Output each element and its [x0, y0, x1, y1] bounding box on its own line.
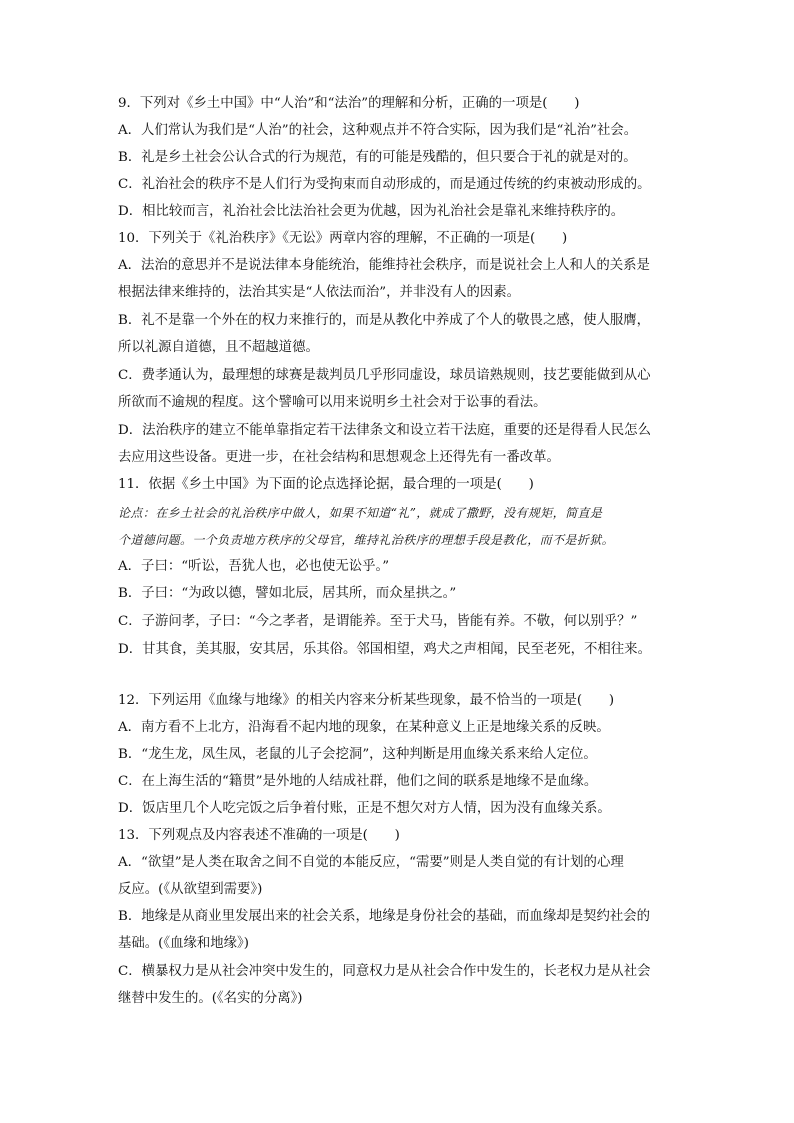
- question-13-stem: 13．下列观点及内容表述不准确的一项是( ): [118, 828, 400, 843]
- question-10-option-c-cont: 所欲而不逾规的程度。这个譬喻可以用来说明乡土社会对于讼事的看法。: [118, 395, 547, 410]
- question-10-option-c: C．费孝通认为，最理想的球赛是裁判员几乎形同虚设，球员谙熟规则，技艺要能做到从心: [118, 368, 651, 383]
- question-11-argument-line-1: 论点：在乡土社会的礼治秩序中做人，如果不知道“礼”，就成了撒野，没有规矩，简直是: [118, 506, 603, 520]
- question-11-option-c: C．子游问孝，子曰：“今之孝者，是谓能养。至于犬马，皆能有养。不敬，何以别乎？”: [118, 614, 638, 629]
- question-9-option-a: A．人们常认为我们是“人治”的社会，这种观点并不符合实际，因为我们是“礼治”社会。: [118, 123, 638, 138]
- question-10-option-a: A．法治的意思并不是说法律本身能统治，能维持社会秩序，而是说社会上人和人的关系是: [118, 258, 650, 273]
- question-13-option-a: A．“欲望”是人类在取舍之间不自觉的本能反应，“需要”则是人类自觉的有计划的心理: [118, 855, 624, 870]
- question-9-option-c: C．礼治社会的秩序不是人们行为受拘束而自动形成的，而是通过传统的约束被动形成的。: [118, 177, 651, 192]
- question-11-option-d: D．甘其食，美其服，安其居，乐其俗。邻国相望，鸡犬之声相闻，民至老死，不相往来。: [118, 642, 651, 657]
- question-10-option-b-cont: 所以礼源自道德，且不超越道德。: [118, 340, 319, 355]
- question-11-option-a: A．子曰：“听讼，吾犹人也，必也使无讼乎。”: [118, 559, 390, 574]
- question-13-option-b: B．地缘是从商业里发展出来的社会关系，地缘是身份社会的基础，而血缘却是契约社会的: [118, 909, 651, 924]
- question-13-option-a-cont: 反应。(《从欲望到需要》): [118, 882, 263, 897]
- question-10-stem: 10．下列关于《礼治秩序》《无讼》两章内容的理解，不正确的一项是( ): [118, 231, 568, 246]
- question-10-option-a-cont: 根据法律来维持的，法治其实是“人依法而治”，并非没有人的因素。: [118, 285, 521, 300]
- question-13-option-c: C．横暴权力是从社会冲突中发生的，同意权力是从社会合作中发生的，长老权力是从社会: [118, 964, 651, 979]
- question-9-option-d: D．相比较而言，礼治社会比法治社会更为优越，因为礼治社会是靠礼来维持秩序的。: [118, 204, 625, 219]
- question-12-option-b: B．“龙生龙，凤生凤，老鼠的儿子会挖洞”，这种判断是用血缘关系来给人定位。: [118, 747, 597, 762]
- question-9-stem: 9．下列对《乡土中国》中“人治”和“法治”的理解和分析，正确的一项是( ): [118, 96, 580, 111]
- question-11-option-b: B．子曰：“为政以德，譬如北辰，居其所，而众星拱之。”: [118, 586, 457, 601]
- question-11-argument-line-2: 个道德问题。一个负责地方秩序的父母官，维持礼治秩序的理想手段是教化，而不是折狱。: [118, 533, 615, 547]
- question-9-option-b: B．礼是乡土社会公认合式的行为规范，有的可能是残酷的，但只要合于礼的就是对的。: [118, 150, 637, 165]
- question-13-option-b-cont: 基础。(《血缘和地缘》): [118, 936, 249, 951]
- question-12-option-d: D．饭店里几个人吃完饭之后争着付账，正是不想欠对方人情，因为没有血缘关系。: [118, 801, 611, 816]
- question-12-option-c: C．在上海生活的“籍贯”是外地的人结成社群，他们之间的联系是地缘不是血缘。: [118, 774, 598, 789]
- question-12-stem: 12．下列运用《血缘与地缘》的相关内容来分析某些现象，最不恰当的一项是( ): [118, 693, 615, 708]
- question-10-option-d: D．法治秩序的建立不能单靠指定若干法律条文和设立若干法庭，重要的还是得看人民怎么: [118, 423, 651, 438]
- question-11-stem: 11．依据《乡土中国》为下面的论点选择论据，最合理的一项是( ): [118, 477, 534, 492]
- question-13-option-c-cont: 继替中发生的。(《名实的分离》): [118, 991, 303, 1006]
- question-12-option-a: A．南方看不上北方，沿海看不起内地的现象，在某种意义上正是地缘关系的反映。: [118, 720, 610, 735]
- question-10-option-b: B．礼不是靠一个外在的权力来推行的，而是从教化中养成了个人的敬畏之感，使人服膺，: [118, 313, 651, 328]
- question-10-option-d-cont: 去应用这些设备。更进一步，在社会结构和思想观念上还得先有一番改革。: [118, 450, 560, 465]
